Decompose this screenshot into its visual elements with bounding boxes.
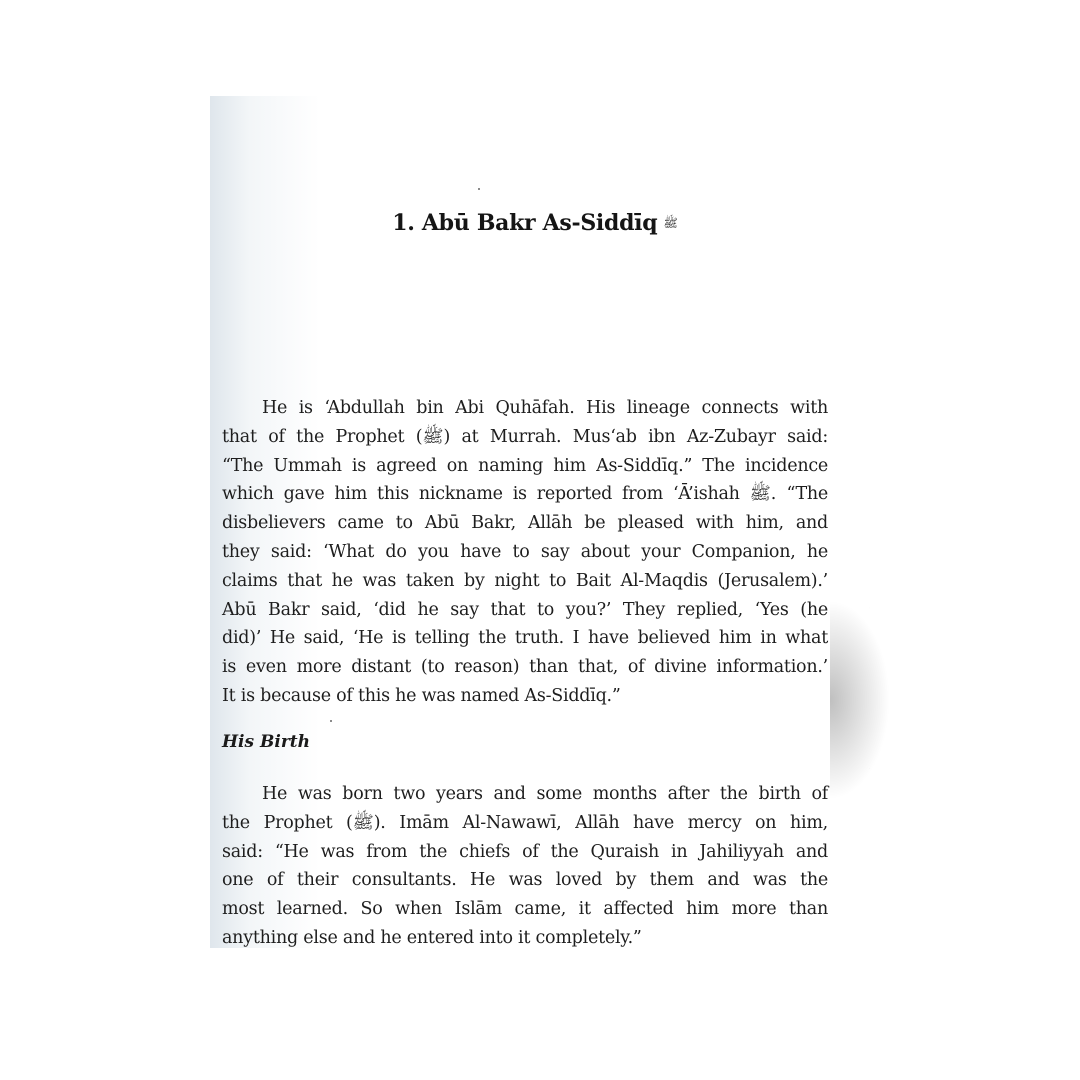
section-heading-his-birth: His Birth bbox=[222, 732, 311, 752]
text-line: anything else and he entered into it completely.” bbox=[222, 927, 642, 948]
paragraph-birth bbox=[222, 780, 828, 953]
paragraph-lineage bbox=[222, 394, 828, 711]
speck bbox=[478, 188, 480, 190]
speck bbox=[330, 720, 332, 722]
honorific-glyph: ﷺ bbox=[663, 215, 678, 230]
text-line: that of the Prophet (ﷺ) at Murrah. Mus‘ab ibn Az-Zubayr said: bbox=[222, 426, 828, 447]
text-line: they said: ‘What do you have to say about your Companion, he bbox=[222, 541, 828, 562]
text-line: one of their consultants. He was loved by them and was the bbox=[222, 870, 828, 891]
text-line: It is because of this he was named As-Siddīq.” bbox=[222, 685, 621, 706]
torn-edge-shadow bbox=[830, 600, 890, 800]
text-line: Abū Bakr said, ‘did he say that to you?’ They replied, ‘Yes (he bbox=[222, 599, 828, 620]
text-line: said: “He was from the chiefs of the Quraish in Jahiliyyah and bbox=[222, 841, 828, 862]
text-line: did)’ He said, ‘He is telling the truth. I have believed him in what bbox=[222, 628, 828, 649]
text-line: which gave him this nickname is reported from ‘Ā’ishah ﷺ. “The bbox=[222, 484, 829, 505]
chapter-title bbox=[222, 210, 848, 236]
text-line: “The Ummah is agreed on naming him As-Siddīq.” The incidence bbox=[222, 455, 828, 476]
text-line: is even more distant (to reason) than that, of divine information.’ bbox=[222, 657, 828, 678]
text-line: He was born two years and some months after the birth of bbox=[262, 784, 828, 804]
text-line: He is ‘Abdullah bin Abi Quhāfah. His lineage connects with bbox=[262, 398, 828, 418]
text-line: most learned. So when Islām came, it affected him more than bbox=[222, 899, 828, 920]
text-line: claims that he was taken by night to Bait Al-Maqdis (Jerusalem).’ bbox=[222, 570, 828, 591]
chapter-title-text: 1. Abū Bakr As-Siddīq bbox=[392, 210, 658, 236]
text-line: disbelievers came to Abū Bakr, Allāh be pleased with him, and bbox=[222, 513, 828, 534]
text-line: the Prophet (ﷺ). Imām Al-Nawawī, Allāh have mercy on him, bbox=[222, 812, 828, 833]
